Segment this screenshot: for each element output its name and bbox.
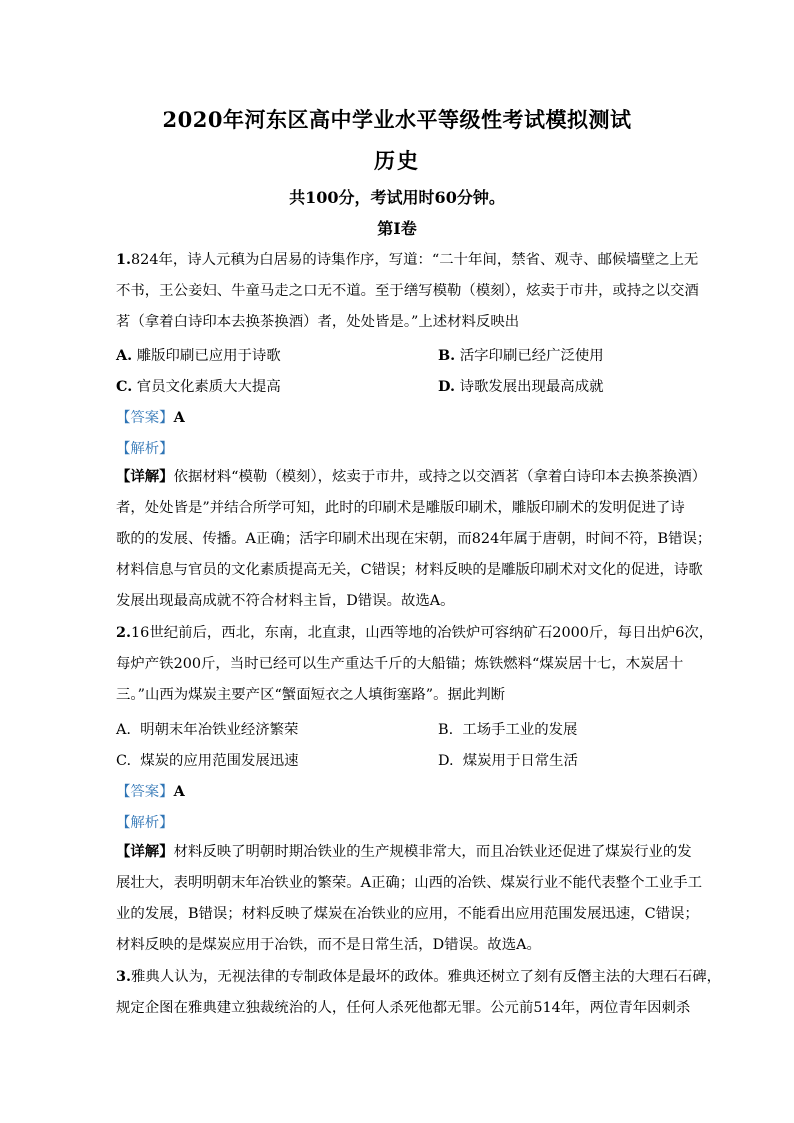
q2-detail-2: 展壮大，表明明朝末年冶铁业的繁荣。A正确；山西的冶铁、煤炭行业不能代表整个工业手工	[116, 875, 703, 891]
q1-detail-1: 【详解】依据材料“模勒（模刻），炫卖于市井，或持之以交酒茗（拿着白诗印本去换茶换酒）	[116, 468, 707, 485]
q2-option-c: C. 煤炭的应用范围发展迅速	[116, 753, 299, 769]
q1-line-1: 1.824年，诗人元稹为白居易的诗集作序，写道：“二十年间，禁省、观寺、邮候墙壁之上无	[116, 251, 699, 268]
q1-option-c: C. 官员文化素质大大提高	[116, 378, 281, 395]
q1-analysis-label: 【解析】	[116, 441, 174, 457]
q1-line-2: 不书，王公妾妇、牛童马走之口无不道。至于缮写模勒（模刻），炫卖于市井，或持之以交酒	[116, 283, 699, 299]
subject-title: 历史	[374, 148, 420, 173]
q2-option-b: B. 工场手工业的发展	[438, 722, 578, 738]
q1-detail-5: 发展出现最高成就不符合材料主旨，D错误。故选A。	[116, 593, 455, 609]
section-title: 第Ⅰ卷	[377, 219, 417, 238]
q2-option-d: D. 煤炭用于日常生活	[438, 753, 578, 769]
q2-line-3: 三。”山西为煤炭主要产区“蟹面短衣之人填街塞路”。据此判断	[116, 687, 506, 703]
q1-number: 1.	[116, 251, 132, 268]
q1-detail-label: 【详解】	[116, 468, 174, 485]
q1-detail-2: 者，处处皆是”并结合所学可知，此时的印刷术是雕版印刷术，雕版印刷术的发明促进了诗	[116, 500, 685, 516]
q2-number: 2.	[116, 624, 132, 641]
exam-info: 共100分，考试用时60分钟。	[289, 188, 505, 207]
q1-detail-4: 材料信息与官员的文化素质提高无关，C错误；材料反映的是雕版印刷术对文化的促进，诗歌	[116, 562, 703, 578]
q2-detail-3: 业的发展，B错误；材料反映了煤炭在冶铁业的应用，不能看出应用范围发展迅速，C错误；	[116, 906, 699, 922]
q2-option-a: A. 明朝末年冶铁业经济繁荣	[116, 722, 299, 738]
q2-answer: 【答案】A	[116, 783, 185, 800]
q2-detail-1: 【详解】材料反映了明朝时期冶铁业的生产规模非常大，而且冶铁业还促进了煤炭行业的发	[116, 843, 692, 860]
q3-line-2: 规定企图在雅典建立独裁统治的人，任何人杀死他都无罪。公元前514年，两位青年因刺杀	[116, 1000, 691, 1016]
q1-option-a: A. 雕版印刷已应用于诗歌	[116, 347, 281, 364]
exam-title: 2020年河东区高中学业水平等级性考试模拟测试	[162, 107, 632, 132]
q2-line-2: 每炉产铁200斤，当时已经可以生产重达千斤的大船锚；炼铁燃料“煤炭居十七，木炭居十	[116, 656, 684, 672]
q2-detail-label: 【详解】	[116, 843, 174, 860]
q1-option-b: B. 活字印刷已经广泛使用	[438, 347, 604, 364]
q2-detail-4: 材料反映的是煤炭应用于冶铁，而不是日常生活，D错误。故选A。	[116, 937, 541, 953]
q3-line-1: 3.雅典人认为，无视法律的专制政体是最坏的政体。雅典还树立了刻有反僭主法的大理石石碑，	[116, 968, 722, 985]
q2-line-1: 2.16世纪前后，西北，东南，北直隶，山西等地的冶铁炉可容纳矿石2000斤，每日出炉6次，	[116, 624, 714, 641]
q1-line-3: 茗（拿着白诗印本去换茶换酒）者，处处皆是。”上述材料反映出	[116, 314, 520, 330]
q2-analysis-label: 【解析】	[116, 815, 174, 831]
q1-option-d: D. 诗歌发展出现最高成就	[438, 378, 604, 395]
q1-answer: 【答案】A	[116, 409, 185, 426]
q3-number: 3.	[116, 968, 132, 985]
q1-detail-3: 歌的的发展、传播。A正确；活字印刷术出现在宋朝，而824年属于唐朝，时间不符，B错误；	[116, 531, 712, 547]
